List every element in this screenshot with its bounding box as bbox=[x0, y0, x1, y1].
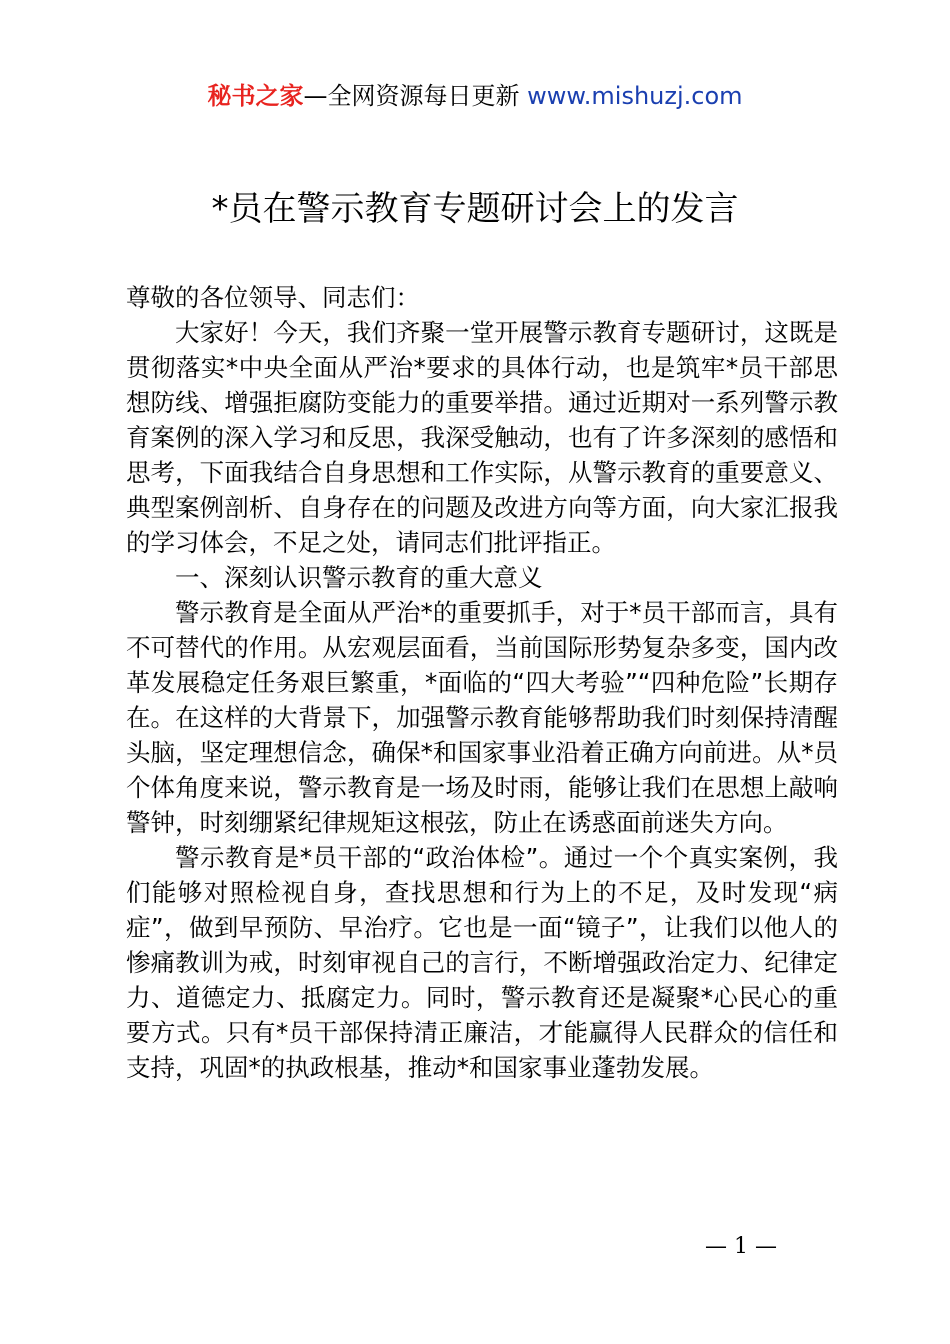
salutation: 尊敬的各位领导、同志们： bbox=[126, 283, 420, 312]
page-number: — 1 — bbox=[705, 1234, 777, 1259]
site-header bbox=[0, 78, 950, 114]
document-title: *员在警示教育专题研讨会上的发言 bbox=[211, 189, 739, 229]
section-heading: 一、深刻认识警示教育的重大意义 bbox=[175, 563, 543, 592]
brand-name: 秘书之家 bbox=[207, 82, 304, 110]
paragraph: 警示教育是*员干部的“政治体检”。通过一个个真实案例，我们能够对照检视自身，查找思想和行为上的不足，及时发现“病症”，做到早预防、早治疗。它也是一面“镜子”，让我们以他人的惨痛教训为戒，时刻审视自己的言行，不断增强政治定力、纪律定力、道德定力、抵腐定力。同时，警示教育还是凝聚*心民心的重要方式。只有*员干部保持清正廉洁，才能赢得人民群众的信任和支持，巩固*的执政根基，推动*和国家事业蓬勃发展。 bbox=[126, 843, 838, 1082]
document-body bbox=[126, 280, 838, 1085]
paragraph: 警示教育是全面从严治*的重要抓手，对于*员干部而言，具有不可替代的作用。从宏观层面看，当前国际形势复杂多变，国内改革发展稳定任务艰巨繁重，*面临的“四大考验”“四种危险”长期存在。在这样的大背景下，加强警示教育能够帮助我们时刻保持清醒头脑，坚定理想信念，确保*和国家事业沿着正确方向前进。从*员个体角度来说，警示教育是一场及时雨，能够让我们在思想上敲响警钟，时刻绷紧纪律规矩这根弦，防止在诱惑面前迷失方向。 bbox=[126, 598, 838, 837]
paragraph-intro: 大家好！今天，我们齐聚一堂开展警示教育专题研讨，这既是贯彻落实*中央全面从严治*要求的具体行动，也是筑牢*员干部思想防线、增强拒腐防变能力的重要举措。通过近期对一系列警示教育案例的深入学习和反思，我深受触动，也有了许多深刻的感悟和思考，下面我结合自身思想和工作实际，从警示教育的重要意义、典型案例剖析、自身存在的问题及改进方向等方面，向大家汇报我的学习体会，不足之处，请同志们批评指正。 bbox=[126, 318, 838, 557]
site-url[interactable]: www.mishuzj.com bbox=[527, 82, 743, 110]
header-tagline: —全网资源每日更新 bbox=[303, 82, 528, 110]
